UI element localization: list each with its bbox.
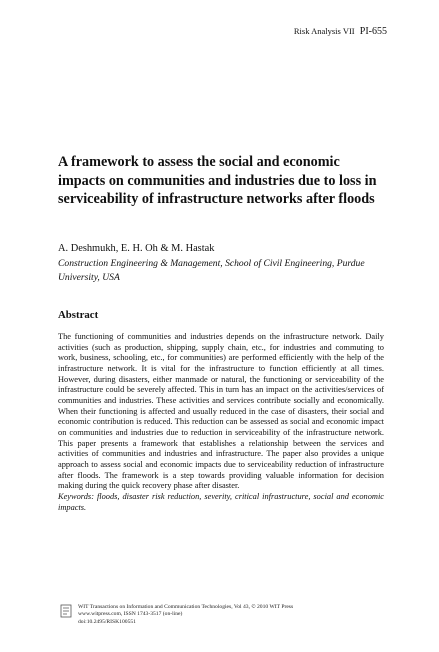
abstract-text: The functioning of communities and industries depends on the infrastructure network. Daily activities (such as production, shipping, supply chain, etc., for industries and commuting to work, business, schooling, etc., for communities) are performed efficiently with the help of the infrastructure network. It is vital for the infrastructure to function efficiently at all times. However, during disasters, either manmade or natural, the functioning or serviceability of the infrastructure could be severely affected. This in turn has an impact on the activities/services of communities and industries. These activities and services contribute socially and economically. When their functioning is affected and usually reduced in the case of disasters, their social and economic contribution is reduced. This reduction can be assessed as social and economic impact on communities and industries due to reduction in serviceability of the infrastructure network. This paper presents a framework that establishes a relationship between the services and activities of communities and industries and infrastructure. The paper also provides a unique approach to assess social and economic impacts due to serviceability reduction of infrastructure after floods. The framework is a step towards providing valuable information for decision making during the quick recovery phase after disaster.: [58, 332, 384, 491]
keywords-label: Keywords:: [58, 491, 94, 501]
running-title: Risk Analysis VII: [293, 26, 355, 36]
page-number: PI-655: [359, 26, 387, 37]
keywords-text: floods, disaster risk reduction, severity, critical infrastructure, social and economic impacts.: [58, 491, 384, 512]
publisher-footer: [78, 604, 378, 626]
publisher-issn: www.witpress.com, ISSN 1743-3517 (on-line): [78, 611, 183, 618]
running-header: [294, 26, 387, 37]
author-list: A. Deshmukh, E. H. Oh & M. Hastak: [58, 243, 215, 254]
abstract-body: [58, 332, 384, 513]
journal-citation: WIT Transactions on Information and Communication Technologies, Vol 43, © 2010 WIT Press: [78, 604, 294, 610]
doi: doi:10.2495/RISK100551: [78, 618, 136, 625]
paper-title: A framework to assess the social and economic impacts on communities and industries due to loss in serviceability of infrastructure networks after floods: [58, 154, 377, 208]
publisher-logo-icon: [60, 604, 72, 618]
author-affiliation: Construction Engineering & Management, School of Civil Engineering, Purdue University, USA: [58, 258, 365, 283]
abstract-heading: Abstract: [58, 309, 99, 321]
